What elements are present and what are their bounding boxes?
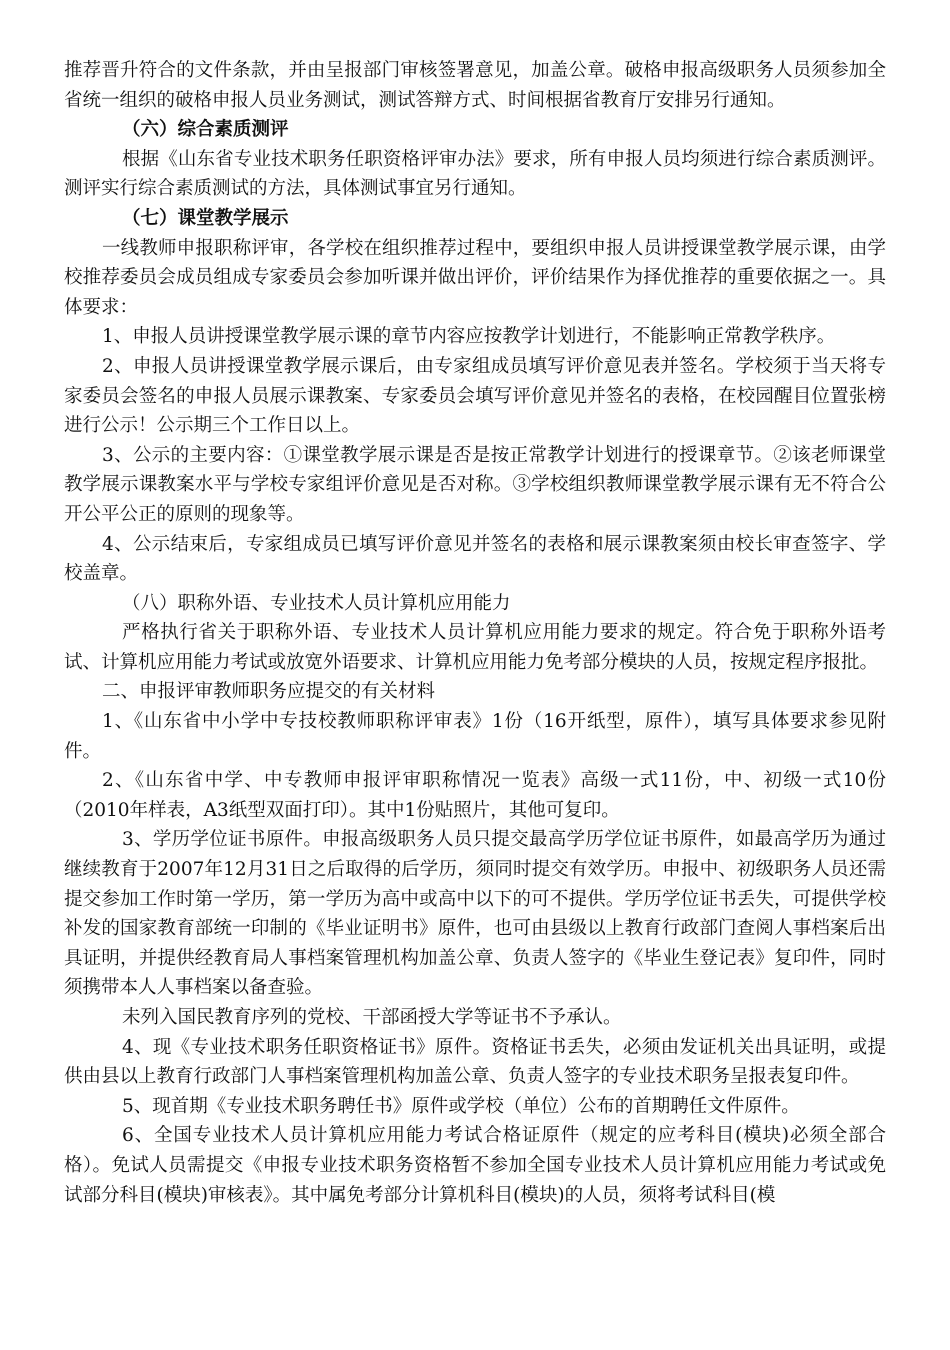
list-item-requirement-4: 4、公示结束后，专家组成员已填写评价意见并签名的表格和展示课教案须由校长审查签字、学校盖章。: [64, 533, 886, 585]
list-item-material-6: 6、全国专业技术人员计算机应用能力考试合格证原件（规定的应考科目(模块)必须全部合格）。免试人员需提交《申报专业技术职务资格暂不参加全国专业技术人员计算机应用能力考试或免试部分科目(模块)审核表》。其中属免考部分计算机科目(模块)的人员，须将考试科目(模: [64, 1125, 886, 1206]
list-item-material-3: 3、学历学位证书原件。申报高级职务人员只提交最高学历学位证书原件，如最高学历为通过继续教育于2007年12月31日之后取得的后学历，须同时提交有效学历。申报中、初级职务人员还需提交参加工作时第一学历，第一学历为高中或高中以下的可不提供。学历学位证书丢失，可提供学校补发的国家教育部统一印制的《毕业证明书》原件，也可由县级以上教育行政部门查阅人事档案后出具证明，并提供经教育局人事档案管理机构加盖公章、负责人签字的《毕业生登记表》复印件，同时须携带本人人事档案以备查验。: [64, 829, 886, 999]
paragraph-continuation: 推荐晋升符合的文件条款，并由呈报部门审核签署意见，加盖公章。破格申报高级职务人员须参加全省统一组织的破格申报人员业务测试，测试答辩方式、时间根据省教育厅安排另行通知。: [64, 60, 886, 111]
list-item-material-2: 2、《山东省中学、中专教师申报评审职称情况一览表》高级一式11份，中、初级一式10份（2010年样表，A3纸型双面打印）。其中1份贴照片，其他可复印。: [64, 770, 886, 821]
list-item-material-5: 5、现首期《专业技术职务聘任书》原件或学校（单位）公布的首期聘任文件原件。: [122, 1095, 800, 1117]
list-item-requirement-3: 3、公示的主要内容：①课堂教学展示课是否是按正常教学计划进行的授课章节。②该老师课堂教学展示课教案水平与学校专家组评价意见是否对称。③学校组织教师课堂教学展示课有无不符合公开公平公正的原则的现象等。: [64, 444, 886, 525]
list-item-material-1: 1、《山东省中小学中专技校教师职称评审表》1份（16开纸型，原件），填写具体要求参见附件。: [64, 711, 886, 762]
paragraph-foreign-language-body: 严格执行省关于职称外语、专业技术人员计算机应用能力要求的规定。符合免于职称外语考试、计算机应用能力考试或放宽外语要求、计算机应用能力免考部分模块的人员，按规定程序报批。: [64, 622, 886, 673]
list-item-requirement-2: 2、申报人员讲授课堂教学展示课后，由专家组成员填写评价意见表并签名。学校须于当天将专家委员会签名的申报人员展示课教案、专家委员会填写评价意见并签名的表格，在校园醒目位置张榜进行公示！公示期三个工作日以上。: [64, 355, 886, 437]
paragraph-assessment-body: 根据《山东省专业技术职务任职资格评审办法》要求，所有申报人员均须进行综合素质测评。测评实行综合素质测试的方法，具体测试事宜另行通知。: [64, 148, 886, 200]
paragraph-classroom-demo-intro: 一线教师申报职称评审，各学校在组织推荐过程中，要组织申报人员讲授课堂教学展示课，由学校推荐委员会成员组成专家委员会参加听课并做出评价，评价结果作为择优推荐的重要依据之一。具体要求：: [64, 237, 886, 318]
paragraph-material-3-note: 未列入国民教育序列的党校、干部函授大学等证书不予承认。: [122, 1007, 622, 1028]
heading-classroom-demo: （七）课堂教学展示: [122, 207, 289, 229]
list-item-material-4: 4、现《专业技术职务任职资格证书》原件。资格证书丢失，必须由发证机关出具证明，或提供由县以上教育行政部门人事档案管理机构加盖公章、负责人签字的专业技术职务呈报表复印件。: [64, 1036, 886, 1088]
heading-section-two: 二、申报评审教师职务应提交的有关材料: [102, 681, 436, 703]
heading-foreign-language-computer: （八）职称外语、专业技术人员计算机应用能力: [122, 592, 511, 614]
list-item-requirement-1: 1、申报人员讲授课堂教学展示课的章节内容应按教学计划进行，不能影响正常教学秩序。: [102, 326, 836, 348]
heading-comprehensive-assessment: （六）综合素质测评: [122, 119, 289, 141]
